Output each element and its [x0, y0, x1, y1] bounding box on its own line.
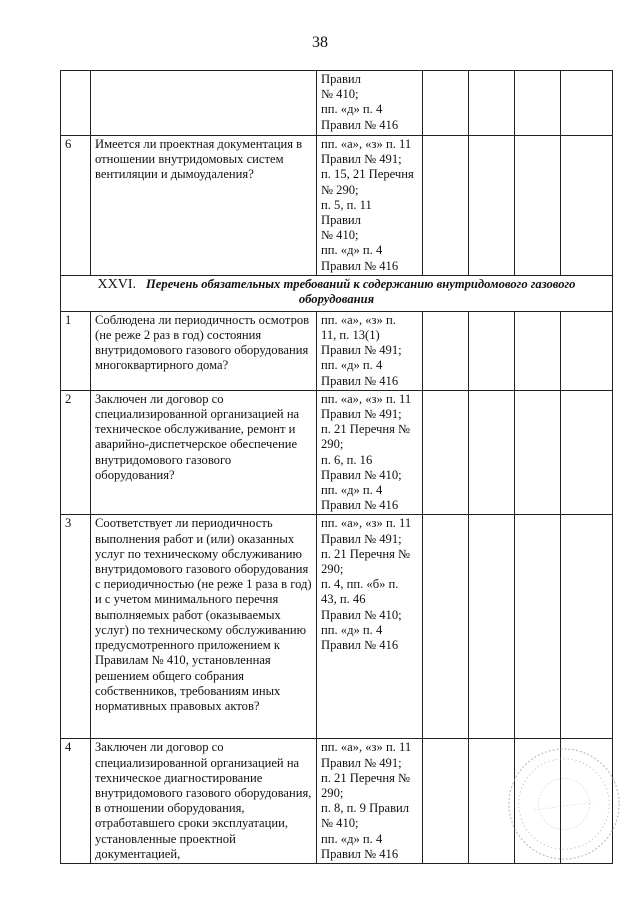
- empty-cell: [469, 515, 515, 739]
- row-references: пп. «а», «з» п. 11 Правил № 491; п. 21 Перечня № 290; п. 8, п. 9 Правил № 410; пп. «д» п. 4 Правил № 416: [317, 739, 423, 864]
- table-row: [61, 311, 613, 390]
- row-question: [91, 71, 317, 136]
- empty-cell: [469, 390, 515, 515]
- section-number: XXVI.: [97, 276, 137, 292]
- empty-cell: [515, 71, 561, 136]
- row-references: пп. «а», «з» п. 11 Правил № 491; п. 21 Перечня № 290; п. 4, пп. «б» п. 43, п. 46 Правил № 410; пп. «д» п. 4 Правил № 416: [317, 515, 423, 739]
- row-question: Имеется ли проектная документация в отношении внутридомовых систем вентиляции и дымоудаления?: [91, 136, 317, 276]
- empty-cell: [515, 390, 561, 515]
- empty-cell: [423, 136, 469, 276]
- row-number: 3: [61, 515, 91, 739]
- empty-cell: [561, 136, 613, 276]
- row-question: Соблюдена ли периодичность осмотров (не реже 2 раз в год) состояния внутридомового газового оборудования многоквартирного дома?: [91, 311, 317, 390]
- empty-cell: [515, 136, 561, 276]
- row-number: 1: [61, 311, 91, 390]
- empty-cell: [561, 515, 613, 739]
- table-row: [61, 136, 613, 276]
- empty-cell: [423, 739, 469, 864]
- empty-cell: [423, 311, 469, 390]
- official-seal: [505, 745, 623, 863]
- row-question: Заключен ли договор со специализированной организацией на техническое обслуживание, ремонт и аварийно-диспетчерское обеспечение внутридомового газового оборудования?: [91, 390, 317, 515]
- row-number: [61, 71, 91, 136]
- empty-cell: [515, 311, 561, 390]
- table-row: [61, 71, 613, 136]
- empty-cell: [469, 311, 515, 390]
- row-number: 4: [61, 739, 91, 864]
- empty-cell: [423, 71, 469, 136]
- table-row: [61, 390, 613, 515]
- row-question: Заключен ли договор со специализированной организацией на техническое диагностирование внутридомового газового оборудования, в отношении оборудования, отработавшего сроки эксплуатации, установленные проектной документацией,: [91, 739, 317, 864]
- empty-cell: [561, 390, 613, 515]
- row-references: пп. «а», «з» п. 11 Правил № 491; п. 15, 21 Перечня № 290; п. 5, п. 11 Правил № 410; пп. «д» п. 4 Правил № 416: [317, 136, 423, 276]
- row-number: 2: [61, 390, 91, 515]
- empty-cell: [423, 515, 469, 739]
- empty-cell: [561, 71, 613, 136]
- empty-cell: [515, 515, 561, 739]
- section-header: [61, 275, 613, 311]
- section-header-cell: [61, 275, 613, 311]
- empty-cell: [561, 311, 613, 390]
- section-title: Перечень обязательных требований к содержанию внутридомового газового оборудования: [146, 276, 576, 307]
- row-references: Правил № 410; пп. «д» п. 4 Правил № 416: [317, 71, 423, 136]
- table-row: [61, 515, 613, 739]
- row-number: 6: [61, 136, 91, 276]
- row-question: Соответствует ли периодичность выполнения работ и (или) оказанных услуг по техническому обслуживанию внутридомового газового оборудования с периодичностью (не реже 1 раза в год) и с учетом минимального перечня выполняемых работ (оказываемых услуг) по техническому обслуживанию предусмотренного приложением к Правилам № 410, установленная решением общего собрания собственников, требованиям иных нормативных правовых актов?: [91, 515, 317, 739]
- row-references: пп. «а», «з» п. 11 Правил № 491; п. 21 Перечня № 290; п. 6, п. 16 Правил № 410; пп. «д» п. 4 Правил № 416: [317, 390, 423, 515]
- empty-cell: [469, 136, 515, 276]
- empty-cell: [423, 390, 469, 515]
- row-references: пп. «а», «з» п. 11, п. 13(1) Правил № 491; пп. «д» п. 4 Правил № 416: [317, 311, 423, 390]
- page-number: 38: [312, 34, 328, 51]
- empty-cell: [469, 71, 515, 136]
